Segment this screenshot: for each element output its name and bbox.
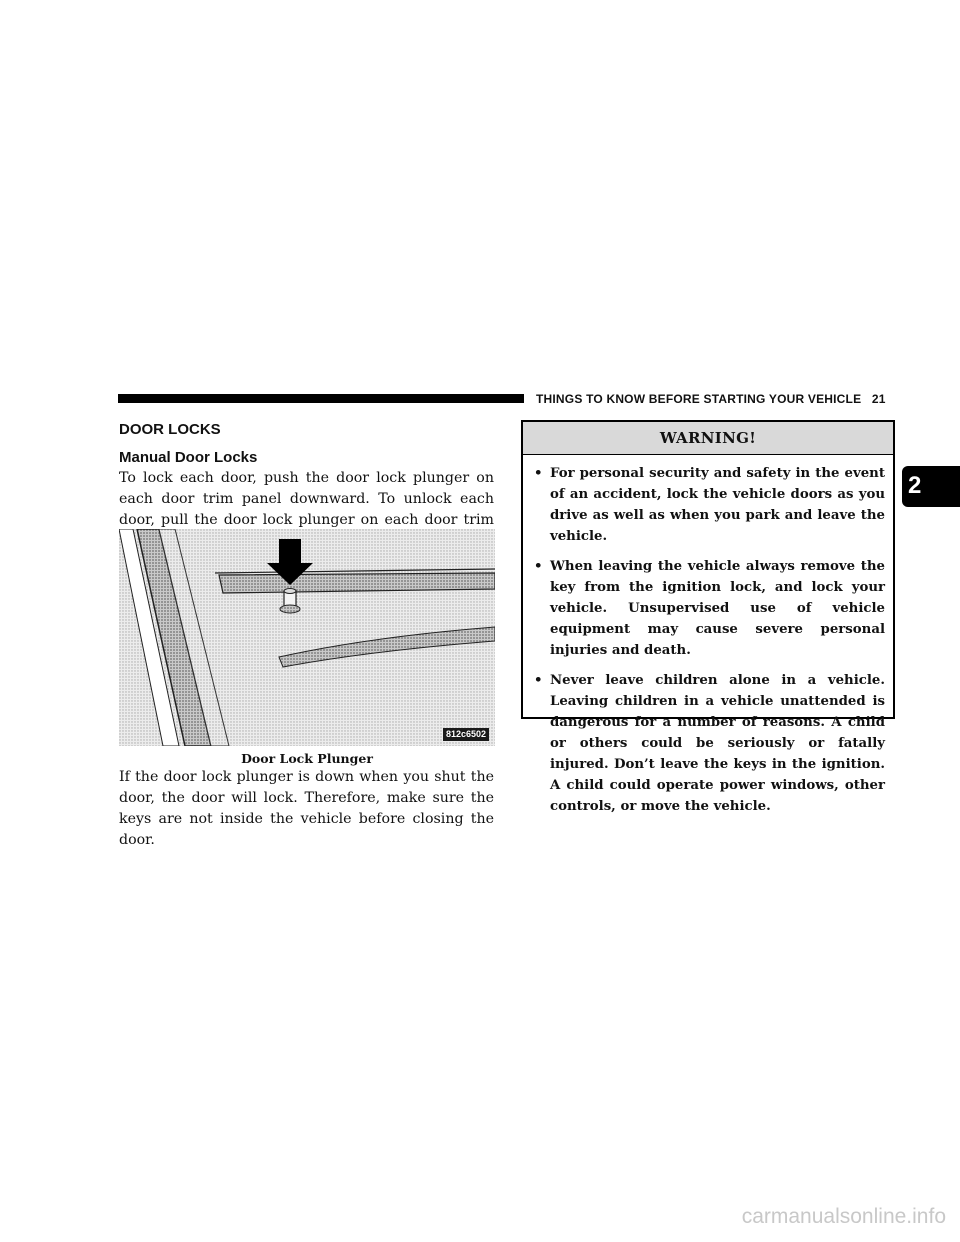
figure-caption: Door Lock Plunger [241, 751, 373, 766]
header-title: THINGS TO KNOW BEFORE STARTING YOUR VEHICLE [536, 392, 862, 406]
intro-paragraph: To lock each door, push the door lock plunger on each door trim panel downward. To unlock each door, pull the door lock plunger on each door trim [119, 470, 494, 528]
warning-item [531, 463, 885, 547]
page-number: 21 [871, 392, 886, 406]
warning-text: For personal security and safety in the event of an accident, lock the vehicle doors as you drive as well as when you park and leave the vehicle. [550, 466, 885, 544]
figure-code: 812c6502 [443, 728, 489, 741]
warning-list [523, 455, 893, 817]
warning-item [531, 670, 885, 817]
bullet-icon: • [534, 466, 543, 481]
warning-text: When leaving the vehicle always remove the key from the ignition lock, and lock your vehicle. Unsupervised use of vehicle equipment may cause severe personal injuries and death. [550, 559, 885, 658]
bullet-icon: • [534, 559, 543, 574]
warning-item [531, 556, 885, 661]
header-rule [118, 394, 524, 403]
subsection-title: Manual Door Locks [119, 449, 258, 466]
running-header [536, 391, 886, 407]
body-paragraph: If the door lock plunger is down when you shut the door, the door will lock. Therefore, make sure the keys are not inside the vehicle before closing the door. [119, 769, 494, 848]
warning-box [521, 420, 895, 814]
window-sill-trim [219, 573, 495, 593]
watermark: carmanualsonline.info [741, 1205, 946, 1228]
warning-title: WARNING! [523, 422, 893, 455]
section-title: DOOR LOCKS [119, 421, 221, 438]
bullet-icon: • [534, 673, 543, 688]
warning-text: Never leave children alone in a vehicle. Leaving children in a vehicle unattended is dangerous for a number of reasons. A child or others could be seriously or fatally injured. Don’t leave the keys in the ignition. A child could operate power windows, other controls, or move the vehicle. [550, 673, 885, 814]
door-lock-figure [119, 529, 495, 746]
chapter-number: 2 [908, 472, 922, 499]
